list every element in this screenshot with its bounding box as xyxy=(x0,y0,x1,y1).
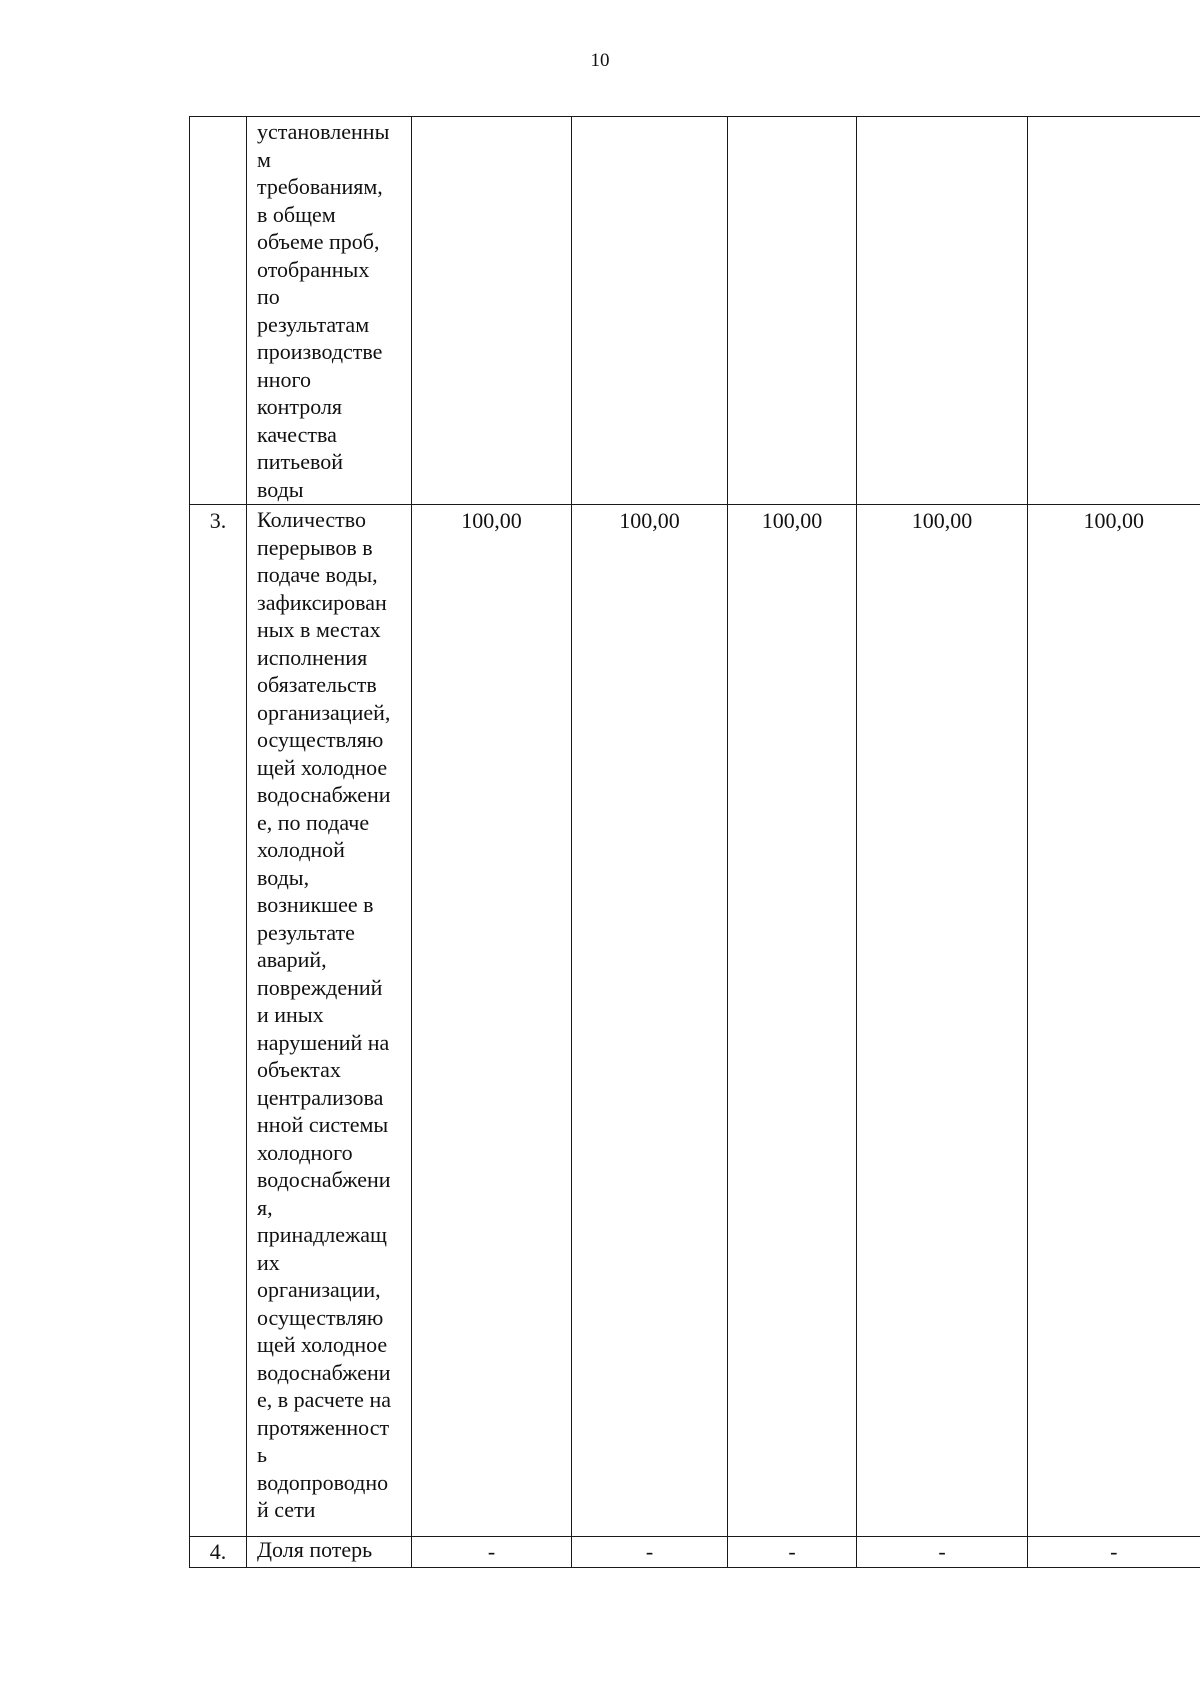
row-number-cell: 4. xyxy=(190,1537,247,1568)
value-cell xyxy=(412,117,572,505)
indicator-name-cell xyxy=(247,1537,412,1568)
value-cell xyxy=(1028,117,1200,505)
value-cell: - xyxy=(412,1537,572,1568)
value-cell: - xyxy=(1028,1537,1200,1568)
row-number-cell xyxy=(190,117,247,505)
value-cell: - xyxy=(572,1537,728,1568)
row-number-cell: 3. xyxy=(190,505,247,1537)
indicator-name-cell xyxy=(247,117,412,505)
indicator-name: Количество перерывов в подаче воды, зафиксирован ных в местах исполнения обязательств организацией, осуществляю щей холодное водоснабжени е, по подаче холодной воды, возникшее в результате аварий, повреждений и иных нарушений на объектах централизова нной системы холодного водоснабжени я, принадлежащ их организации, осуществляю щей холодное водоснабжени е, в расчете на протяженност ь водопроводно й сети xyxy=(257,507,391,1522)
value-cell xyxy=(728,117,857,505)
table-row xyxy=(190,1537,1200,1568)
page-number: 10 xyxy=(590,50,610,71)
indicator-name: установленны м требованиям, в общем объеме проб, отобранных по результатам производстве нного контроля качества питьевой воды xyxy=(257,119,390,502)
indicator-name: Доля потерь xyxy=(257,1537,373,1562)
value-cell: 100,00 xyxy=(728,505,857,1537)
value-cell: - xyxy=(857,1537,1028,1568)
indicators-table xyxy=(189,116,1200,1568)
value-cell: - xyxy=(728,1537,857,1568)
value-cell xyxy=(857,117,1028,505)
table-row xyxy=(190,117,1200,505)
indicator-name-cell xyxy=(247,505,412,1537)
value-cell: 100,00 xyxy=(1028,505,1200,1537)
table-row xyxy=(190,505,1200,1537)
value-cell: 100,00 xyxy=(412,505,572,1537)
value-cell xyxy=(572,117,728,505)
value-cell: 100,00 xyxy=(572,505,728,1537)
value-cell: 100,00 xyxy=(857,505,1028,1537)
